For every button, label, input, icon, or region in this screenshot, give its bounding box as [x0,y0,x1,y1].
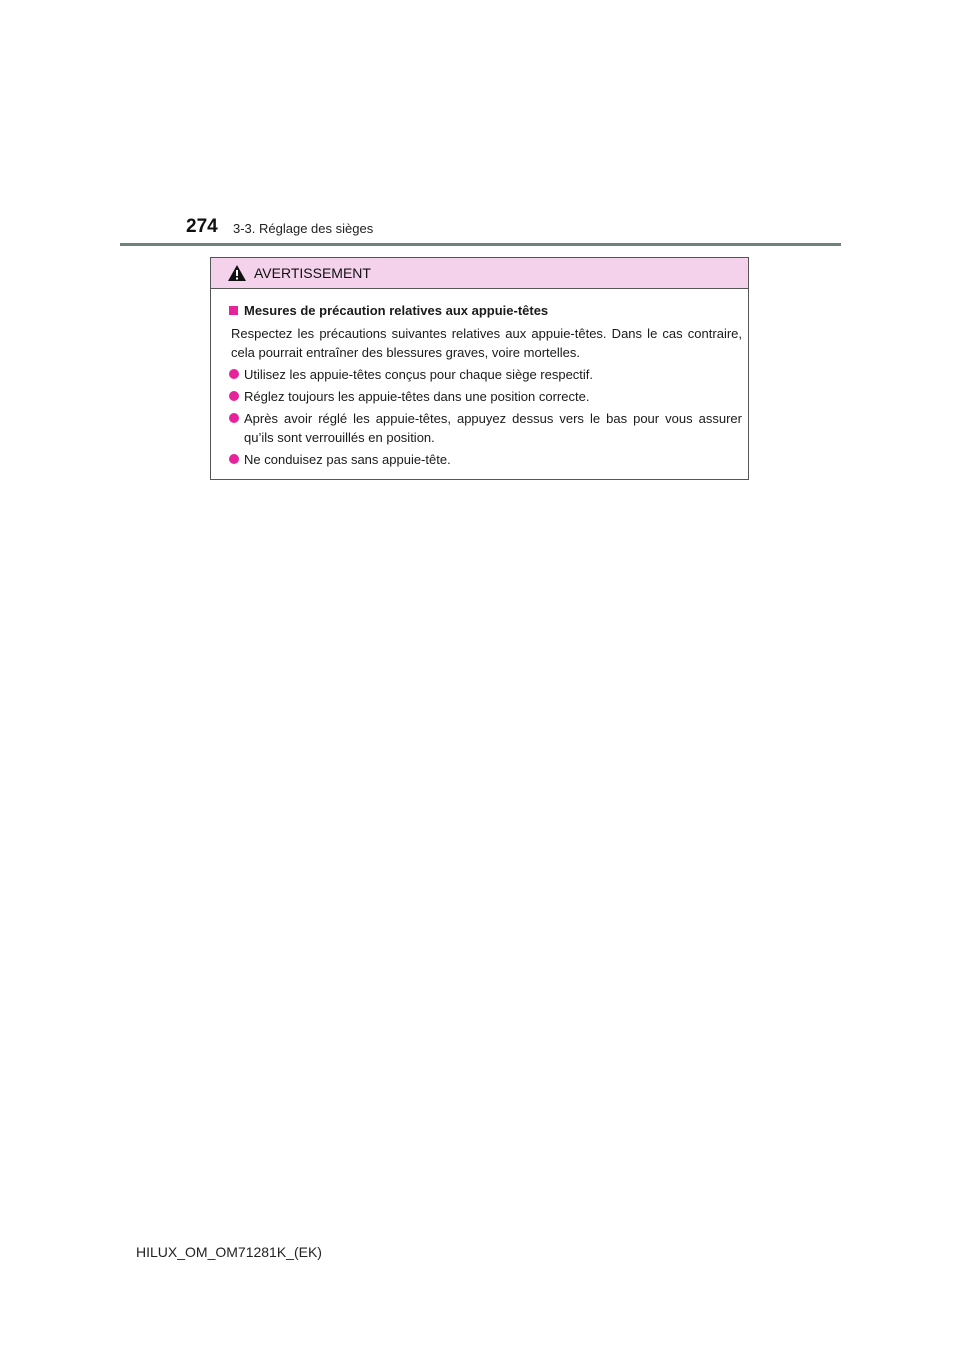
bullet-dot-icon [229,391,239,401]
list-item [229,450,742,469]
list-item-text: Réglez toujours les appuie-têtes dans une position correcte. [244,389,590,404]
header-divider [120,243,841,246]
warning-subheading-text: Mesures de précaution relatives aux appuie-têtes [244,303,549,318]
warning-subheading [229,301,742,320]
section-title: 3-3. Réglage des sièges [233,221,374,236]
document-id: HILUX_OM_OM71281K_(EK) [136,1244,322,1260]
list-item [229,365,742,384]
square-bullet-icon [229,306,238,315]
warning-header [211,258,748,289]
warning-body [211,289,748,469]
warning-box [210,257,749,480]
warning-title: AVERTISSEMENT [254,265,371,281]
bullet-dot-icon [229,413,239,423]
page-number: 274 [186,216,218,237]
list-item-text: Ne conduisez pas sans appuie-tête. [244,452,451,467]
bullet-dot-icon [229,369,239,379]
bullet-dot-icon [229,454,239,464]
list-item-text: Après avoir réglé les appuie-têtes, appuyez dessus vers le bas pour vous assurer qu’ils sont verrouillés en position. [244,411,742,445]
list-item-text: Utilisez les appuie-têtes conçus pour chaque siège respectif. [244,367,594,382]
warning-intro: Respectez les précautions suivantes relatives aux appuie-têtes. Dans le cas contraire, cela pourrait entraîner des blessures graves, voire mortelles. [231,326,742,360]
list-item [229,387,742,406]
warning-triangle-icon [227,264,247,282]
list-item [229,409,742,447]
